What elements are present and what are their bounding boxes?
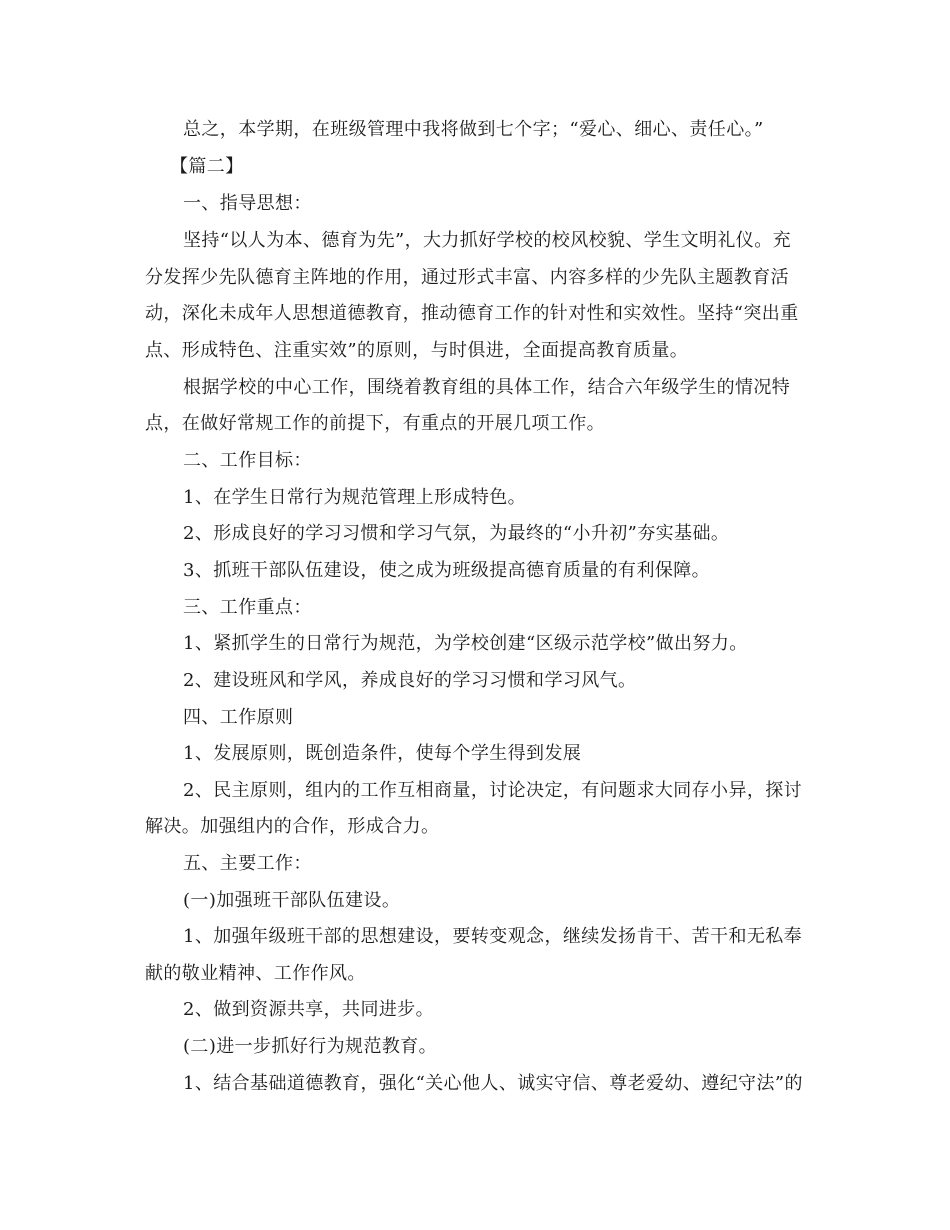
list-item-continuation: 献的敬业精神、工作作风。 [145, 963, 366, 984]
list-item: 2、做到资源共享，共同进步。 [183, 999, 435, 1020]
heading-work-focus: 三、工作重点： [183, 597, 312, 618]
list-item: 1、结合基础道德教育，强化“关心他人、诚实守信、尊老爱幼、遵纪守法”的 [183, 1073, 803, 1094]
paragraph-line: 分发挥少先队德育主阵地的作用，通过形式丰富、内容多样的少先队主题教育活 [145, 267, 789, 288]
heading-main-work: 五、主要工作： [183, 853, 312, 874]
list-item: 3、抓班干部队伍建设，使之成为班级提高德育质量的有利保障。 [183, 560, 711, 581]
paragraph-line: 动，深化未成年人思想道德教育，推动德育工作的针对性和实效性。坚持“突出重 [145, 303, 799, 324]
paragraph-summary: 总之，本学期，在班级管理中我将做到七个字；“爱心、细心、责任心。” [183, 119, 764, 140]
heading-work-goals: 二、工作目标： [183, 450, 312, 471]
section-heading-part-two: 【篇二】 [170, 156, 244, 177]
paragraph-line: 根据学校的中心工作，围绕着教育组的具体工作，结合六年级学生的情况特 [183, 377, 791, 398]
heading-guiding-ideology: 一、指导思想： [183, 193, 312, 214]
list-item: 2、民主原则，组内的工作互相商量，讨论决定，有问题求大同存小异，探讨 [183, 780, 803, 801]
paragraph-line: 点，在做好常规工作的前提下，有重点的开展几项工作。 [145, 413, 605, 434]
list-item: 1、紧抓学生的日常行为规范，为学校创建“区级示范学校”做出努力。 [183, 633, 748, 654]
heading-work-principles: 四、工作原则 [183, 707, 294, 728]
subheading: (一)加强班干部队伍建设。 [183, 890, 401, 911]
list-item-continuation: 解决。加强组内的合作，形成合力。 [145, 816, 440, 837]
list-item: 1、加强年级班干部的思想建设，要转变观念，继续发扬肯干、苦干和无私奉 [183, 926, 803, 947]
list-item: 1、发展原则，既创造条件，使每个学生得到发展 [183, 743, 582, 764]
list-item: 1、在学生日常行为规范管理上形成特色。 [183, 487, 527, 508]
paragraph-line: 坚持“以人为本、德育为先”，大力抓好学校的校风校貌、学生文明礼仪。充 [183, 230, 792, 251]
list-item: 2、建设班风和学风，养成良好的学习习惯和学习风气。 [183, 670, 637, 691]
paragraph-line: 点、形成特色、注重实效”的原则，与时俱进，全面提高教育质量。 [145, 340, 689, 361]
list-item: 2、形成良好的学习习惯和学习气氛，为最终的“小升初”夯实基础。 [183, 523, 730, 544]
subheading: (二)进一步抓好行为规范教育。 [183, 1036, 438, 1057]
